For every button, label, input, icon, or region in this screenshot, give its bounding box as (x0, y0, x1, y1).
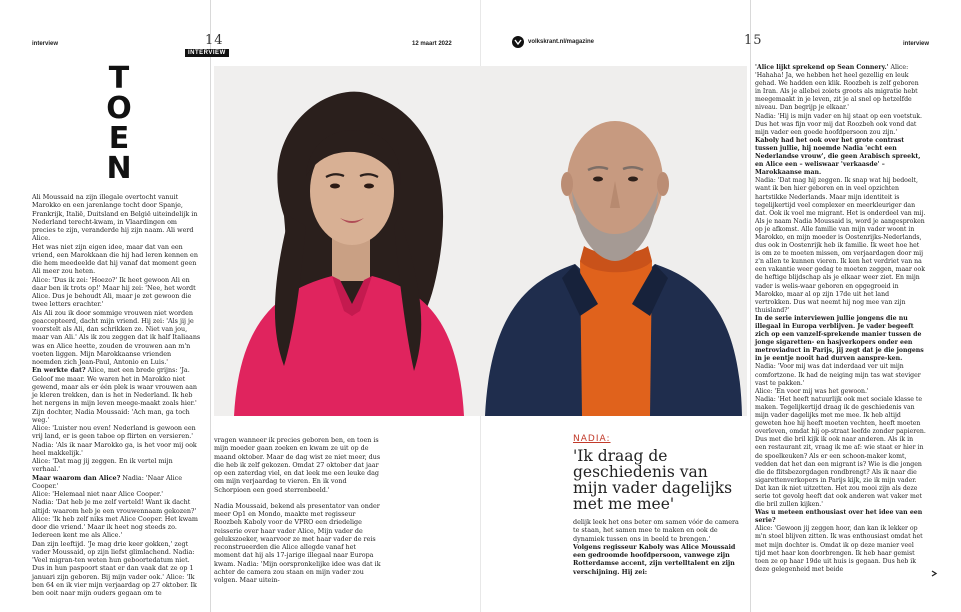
question: En werkte dat? (32, 366, 86, 375)
article-column-2 (214, 436, 384, 584)
paragraph: Nadia Moussaid, bekend als presentator van onder meer Op1 en Mondo, maakte met regisseur Roozbeh Kaboly voor de VPRO een driedelige reisserie over haar vader Alice, Mijn vader de gelukszoeker, waarvoor ze met haar vader de reis reconstrueerden die Alice allegde vanaf het moment dat hij als 17-jarige illegaal naar Europa kwam. Nadia: 'Mijn oorspronkelijke idee was dat ik achter de camera zou staan en mijn vader zou volgen. Maar uitein- (214, 501, 381, 584)
paragraph: Het was niet zijn eigen idee, maar dat van een vriend, een Marokkaan die hij had leren kennen en die hem meedeelde dat hij vanaf dat moment geen Ali meer zou heten. (32, 242, 198, 276)
section-label-left: interview (32, 41, 59, 47)
heading-letter: N (106, 151, 132, 186)
question: Volgens regisseur Kaboly was Alice Moussaid een gedroomde hoofdpersoon, vanwege zijn Rotterdamse accent, zijn vertelltalent en zijn verschijning. Hij zei: (573, 542, 736, 576)
pull-quote-label: NADIA: (573, 434, 611, 444)
paragraph: Alice: 'Dus ik zei: 'Hoezo?' Ik heet gewoon Ali en daar ben ik trots op!' Maar hij zei: 'Nee, het wordt Alice. Dus je behoudt Ali, maar je zet gewoon die twee letters erachter.' (32, 275, 196, 309)
paragraph: Alice: 'Ik heb zelf niks met Alice Cooper. Het kwam door die vriend.' Maar ik heet nog steeds zo. Iedereen kent me als Alice.' (32, 514, 198, 540)
question: Maar waarom dan Alice? (32, 473, 121, 482)
paragraph: Nadia: 'Dat heb je me zelf verteld! Want ik dacht altijd: waarom heb je een vrouwennaam gekozen?' (32, 498, 197, 515)
page-number-right: 15 (744, 33, 763, 48)
paragraph: Nadia: 'Voor mij was dat inderdaad ver uit mijn comfortzone. Ik had de neiging mijn tas wat steviger vast te pakken.' (755, 363, 921, 387)
next-page-arrow-icon[interactable] (931, 562, 938, 581)
paragraph: Alice: 'En voor mij was het gewoon.' (755, 387, 869, 395)
section-label-right: interview (903, 41, 930, 47)
paragraph: Nadia: 'Hij is mijn vader en hij staat op een voetstuk. Dus het was fijn voor mij dat Roozbeh ook vond dat mijn vader een goede hoofdpersoon zou zijn.' (755, 112, 922, 136)
paragraph: Dan zijn leeftijd. 'Je mag drie keer gokken,' zegt vader Moussaid, op zijn liefst glimlachend. Nadia: 'Veel migran-ten weten hun geboortedatum niet. Dus in hun paspoort staat er dan vaak dat ze op 1 januari zijn geboren. Bij mijn vader ook.' Alice: 'Ik ben 64 en ik vier mijn verjaardag op 27 oktober. Ik ben ooit naar mijn ouders gegaan om te (32, 539, 197, 597)
paragraph: Alice: 'Dat mag jij zeggen. En ik vertel mijn verhaal.' (32, 457, 173, 474)
site-branding[interactable] (512, 36, 594, 48)
paragraph-gap (214, 494, 384, 502)
pull-quote-text: 'Ik draag de geschiedenis van mijn vader dagelijks met me mee' (573, 447, 733, 513)
volkskrant-logo-icon (512, 36, 524, 48)
question: Kaboly had het ook over het grote contrast tussen jullie, hij noemde Nadia 'echt een Nederlandse vrouw', die geen Arabisch spreekt, en Alice een – weliswaar 'verkaasde' – Marokkaanse man. (755, 136, 921, 177)
question: Was u meteen enthousiast over het idee van een serie? (755, 509, 923, 525)
issue-date: 12 maart 2022 (412, 41, 452, 47)
rubric-label: INTERVIEW (185, 49, 229, 57)
site-url: volkskrant.nl/magazine (528, 39, 595, 45)
question: 'Alice lijkt sprekend op Sean Connery.' (755, 64, 889, 71)
paragraph: Alice: 'Helemaal niet naar Alice Cooper.' (32, 490, 163, 498)
photo-nadia (214, 66, 480, 416)
heading-toen (104, 61, 134, 186)
paragraph: Alice: 'Gewoon jij zeggen hoor, dan kan ik lekker op m'n stoel blijven zitten. Ik was enthousiast omdat het met mijn dochter is. Omdat ik op deze manier veel tijd met haar kon doorbrengen. Ik heb haar gemist toen ze op haar 19de uit huis is gegaan. Dus heb ik deze gelegenheid met beide (755, 525, 923, 573)
question: In de serie interviewen jullie jongens die nu illegaal in Europa verblijven. Je vader begeeft zich op een vanzelf-sprekende manier tussen de jonge sigaretten- en hasjverkopers onder een metroviaduct in Parijs, jij zegt dat je die jongens in je eentje nooit had durven aanspre-ken. (755, 314, 924, 363)
paragraph: Alice: 'Luister nou even! Nederland is gewoon een vrij land, er is geen taboe op flirten en versieren.' (32, 424, 196, 441)
paragraph: Alice, met een brede grijns: 'Ja. Geloof me maar. We waren het in Marokko niet gewend, maar als er één plek is waar vrouwen aan je kleren trekken, dan is het in Nederland. Ik heb het nergens in mijn leven meege-maakt zoals hier.' (32, 366, 198, 408)
paragraph: Alice: 'Hahaha! Ja, we hebben het heel gezellig en leuk gehad. We hadden een klik. Roozbeh is zelf geboren in Iran. Als je allebei zoiets groots als migratie hebt meegemaakt in je leven, zit je al snel op hetzelfde niveau. Dan begrijp je elkaar.' (755, 64, 919, 112)
paragraph: delijk leek het ons beter om samen vóór de camera te staan, het samen mee te maken en ook de dynamiek tussen ons in beeld te brengen.' (573, 518, 739, 543)
heading-letter: O (106, 91, 132, 126)
paragraph: Ali Moussaid na zijn illegale overtocht vanuit Marokko en een jarenlange tocht door Spanje, Frankrijk, Italië, Duitsland en België uiteindelijk in Nederland terecht-kwam, in Vlaardingen om precies te zijn, veranderde hij zijn naam. Ali werd Alice. (32, 193, 198, 243)
heading-letter: E (108, 121, 130, 156)
article-column-4 (755, 64, 926, 574)
paragraph: Nadia: 'Dat mag hij zeggen. Ik snap wat hij bedoelt, want ik ben hier geboren en in veel opzichten hartstikke Nederlands. Maar mijn identiteit is tegelijkertijd veel complexer en meerkleuriger dan dat. Ook ik voel me migrant. Het is onderdeel van mij. Als je naam Nadia Moussaid is, word je aangesproken op je afkomst. Alle familie van mijn vader woont in Marokko, en mijn moeder is Oostenrijks-Nederlands, dus ook in Oostenrijk heb ik familie. Ik weet hoe het is om ze te moeten missen, om verjaardagen door mij z'n allen te kunnen vieren. Ik ken het verdriet van na een vakantie weer gedag te moeten zeggen, maar ook de heftige blijdschap als je elkaar weer ziet. En mijn vader is welis-waar geboren en opgegroeid in Marokko, maar al op zijn 17de uit het land vertrokken. Dus wat neemt hij nog mee van zijn thuisland?' (755, 177, 926, 314)
paragraph: Nadia: 'Naar Alice Cooper.' (32, 473, 183, 490)
page-number-left: 14 (205, 33, 224, 48)
paragraph: Als Ali zou ik door sommige vrouwen niet worden geaccepteerd, dacht mijn vriend. Hij zei: 'Als jij je voorstelt als Ali, dan schrikken ze. Niet van jou, maar van Ali.' Als ik zou zeggen dat ik half Italiaans was en Alice heette, zouden de vrouwen aan m'n voeten liggen. Mijn Marokkaanse vrienden noemden zich Jean-Paul, Antonio en Luis.' (32, 308, 201, 366)
paragraph: Nadia: 'Als ik naar Marokko ga, is het voor mij ook heel makkelijk.' (32, 440, 197, 457)
pull-quote (573, 434, 743, 512)
heading-letter: T (108, 61, 130, 96)
article-column-3 (573, 518, 743, 576)
paragraph: Nadia: 'Het heeft natuurlijk ook met sociale klasse te maken. Tegelijkertijd draag ik de geschiedenis van mijn vader dagelijks met me mee. Ik heb altijd geweten hoe hij heeft moeten vechten, heeft moeten overleven, omdat hij op-straat leefde zonder papieren. Dus met die bril kijk ik ook naar anderen. Als ik in een restaurant zit, vraag ik me af: wie staat er hier in de spoelkeuken? Als er een schoon-maker komt, vedden dat het dan een migrant is? Wie is die jongen die de flitsbezorgdagen rondbrengt? Als ik naar die sigarettenverkopers in Parijs kijk, zie ik mijn vader. Dat kan ik niet uitzetten. Het zou mooi zijn als deze serie tot gevolg heeft dat ook anderen wat vaker met die bril zullen kijken.' (755, 395, 926, 509)
photo-alice (480, 66, 747, 416)
paragraph: vragen wanneer ik precies geboren ben, en toen is mijn moeder gaan zoeken en kwam ze uit op de maand oktober. Maar de dag wist ze niet meer, dus die heb ik zelf gekozen. Omdat 27 oktober dat jaar op een zaterdag viel, en dat leek me een leuke dag om mijn verjaardag te vieren. En ik vond Schorpioen een goed sterrenbeeld.' (214, 436, 381, 494)
article-column-1 (32, 193, 202, 597)
paragraph: Zijn dochter, Nadia Moussaid: 'Ach man, ga toch weg.' (32, 407, 190, 424)
